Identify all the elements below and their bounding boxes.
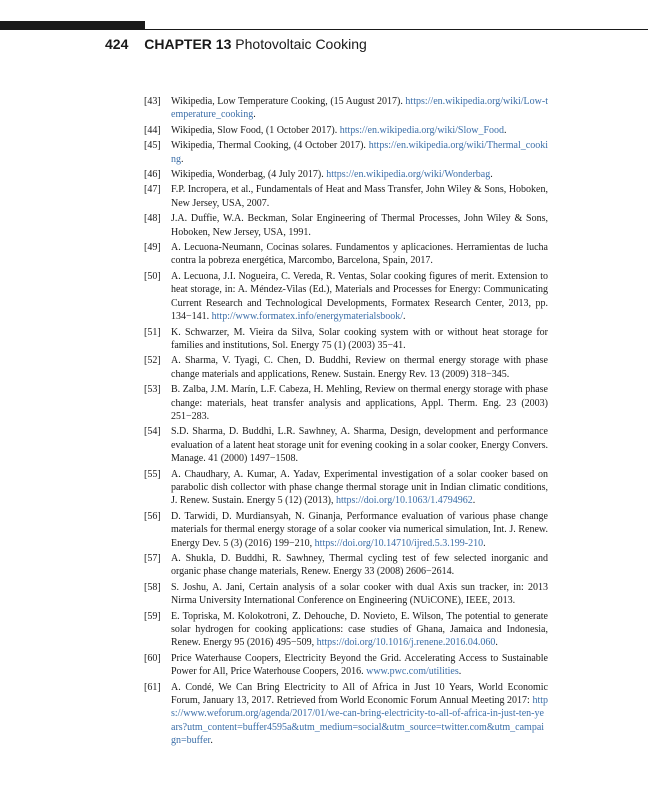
reference-citation: J.A. Duffie, W.A. Beckman, Solar Engineering of Thermal Processes, John Wiley & Sons, Hoboken, New Jersey, USA, 1991. [171,213,548,238]
reference-number: [51] [144,326,161,338]
reference-text [171,270,548,324]
reference-item [144,552,548,579]
reference-punctuation: . [402,311,406,323]
reference-link[interactable]: https://www.weforum.org/agenda/2017/01/we-can-bring-electricity-to-all-of-africa-in-just-ten-years?utm_content=buffer4595a&utm_medium=social&utm_source=twitter.com&utm_campaign=buffer [171,695,548,747]
reference-text [171,510,548,550]
reference-number: [61] [144,681,161,693]
reference-item [144,425,548,465]
reference-citation: Wikipedia, Slow Food, (1 October 2017). [171,124,340,136]
reference-citation: A. Condé, We Can Bring Electricity to All of Africa in Just 10 Years, World Economic Forum, January 13, 2017. Retrieved from World Economic Forum Annual Meeting 2017: [171,681,548,707]
running-head [105,36,367,52]
reference-number: [55] [144,468,161,480]
reference-citation: A. Shukla, D. Buddhi, R. Sawhney, Thermal cycling test of few selected inorganic and organic phase change materials, Renew. Energy 33 (2008) 2606−2614. [171,553,548,578]
reference-link[interactable]: http://www.formatex.info/energymaterialsbook/ [211,311,403,323]
reference-text [171,124,548,137]
reference-item [144,168,548,181]
reference-citation: A. Lecuona, J.I. Nogueira, C. Vereda, R. Ventas, Solar cooking figures of merit. Extension to heat storage, in: A. Méndez-Vilas (Ed.), Materials and Processes for Energy: Communicating Current Research and Technological Developments, Formatex Research Center, 2013, pp. 134−141. [171,270,548,323]
reference-citation: S. Joshu, A. Jani, Certain analysis of a solar cooker with dual Axis sun tracker, in: 2013 Nirma University International Conference on Engineering (NUiCONE), IEEE, 2013. [171,581,548,607]
reference-number: [47] [144,184,161,196]
reference-punctuation: . [483,537,486,549]
reference-number: [54] [144,426,161,438]
reference-link[interactable]: https://en.wikipedia.org/wiki/Thermal_cooking [171,140,548,165]
reference-citation: A. Chaudhary, A. Kumar, A. Yadav, Experimental investigation of a solar cooker based on parabolic dish collector with phase change thermal storage unit in Indian climatic conditions, J. Renew. Sustain. Energy 5 (12) (2013), [171,468,548,507]
chapter-title: Photovoltaic Cooking [235,36,367,52]
reference-text [171,326,548,353]
reference-number: [58] [144,581,161,593]
reference-item [144,183,548,210]
reference-text [171,681,548,748]
reference-text [171,95,548,122]
reference-text [171,139,548,166]
reference-number: [56] [144,510,161,522]
reference-item [144,510,548,550]
reference-item [144,581,548,608]
reference-citation: F.P. Incropera, et al., Fundamentals of Heat and Mass Transfer, John Wiley & Sons, Hoboken, New Jersey, USA, 2007. [171,184,548,209]
reference-citation: A. Lecuona-Neumann, Cocinas solares. Fundamentos y aplicaciones. Herramientas de lucha contra la pobreza energética, Marcombo, Barcelona, Spain, 2017. [171,242,548,267]
reference-item [144,241,548,268]
reference-link[interactable]: www.pwc.com/utilities [366,666,459,678]
reference-item [144,383,548,423]
reference-number: [49] [144,242,161,254]
reference-text [171,168,548,181]
reference-citation: Wikipedia, Low Temperature Cooking, (15 August 2017). [171,96,406,107]
reference-citation: Wikipedia, Wonderbag, (4 July 2017). [171,169,327,181]
reference-number: [46] [144,169,161,181]
reference-punctuation: . [210,735,213,747]
reference-number: [50] [144,270,161,282]
reference-punctuation: . [458,666,462,678]
reference-punctuation: . [504,124,507,136]
reference-citation: A. Sharma, V. Tyagi, C. Chen, D. Buddhi, Review on thermal energy storage with phase change materials and applications, Renew. Sustain. Energy Rev. 13 (2009) 318−345. [171,355,548,380]
chapter-label: CHAPTER 13 [144,36,232,52]
reference-punctuation: . [472,495,476,507]
reference-punctuation: . [181,153,184,165]
reference-link[interactable]: https://en.wikipedia.org/wiki/Wonderbag [326,169,491,181]
reference-text [171,241,548,268]
reference-text [171,354,548,381]
reference-text [171,468,548,508]
reference-item [144,326,548,353]
reference-item [144,468,548,508]
reference-link[interactable]: https://doi.org/10.14710/ijred.5.3.199-210 [314,537,484,549]
reference-link[interactable]: https://doi.org/10.1016/j.renene.2016.04.060 [316,637,496,649]
reference-item [144,270,548,324]
reference-text [171,652,548,679]
reference-number: [59] [144,610,161,622]
reference-citation: S.D. Sharma, D. Buddhi, L.R. Sawhney, A. Sharma, Design, development and performance evaluation of a latent heat storage unit for evening cooking in a solar cooker, Energy Convers. Manage. 41 (2000) 1497−1508. [171,426,548,465]
reference-citation: E. Topriska, M. Kolokotroni, Z. Dehouche, D. Novieto, E. Wilson, The potential to generate solar hydrogen for cooking applications: case studies of Ghana, Jamaica and Indonesia, Renew. Energy 95 (2016) 495−509, [171,610,548,649]
reference-number: [45] [144,140,161,152]
reference-item [144,354,548,381]
reference-text [171,183,548,210]
reference-number: [60] [144,652,161,664]
reference-text [171,425,548,465]
reference-punctuation: . [495,637,498,649]
reference-link[interactable]: https://doi.org/10.1063/1.4794962 [335,495,473,507]
page-number: 424 [105,36,129,52]
reference-text [171,552,548,579]
header-bar [0,21,145,30]
reference-text [171,383,548,423]
reference-list [144,95,548,750]
reference-citation: B. Zalba, J.M. Marín, L.F. Cabeza, H. Mehling, Review on thermal energy storage with phase change: materials, heat transfer analysis and applications, Appl. Therm. Eng. 23 (2003) 251−283. [171,384,548,422]
reference-item [144,212,548,239]
reference-item [144,681,548,748]
reference-text [171,581,548,608]
reference-item [144,95,548,122]
reference-citation: D. Tarwidi, D. Murdiansyah, N. Ginanja, Performance evaluation of various phase change materials for thermal energy storage of a solar cooker via numerical simulation, Int. J. Renew. Energy Dev. 5 (3) (2016) 199−210, [171,510,548,549]
reference-number: [53] [144,384,161,396]
reference-citation: K. Schwarzer, M. Vieira da Silva, Solar cooking system with or without heat storage for families and institutions, Sol. Energy 75 (1) (2003) 35−41. [171,326,548,351]
reference-text [171,610,548,650]
reference-item [144,652,548,679]
reference-punctuation: . [490,169,493,181]
reference-punctuation: . [253,109,256,121]
reference-link[interactable]: https://en.wikipedia.org/wiki/Low-temperature_cooking [171,96,548,121]
reference-item [144,610,548,650]
reference-link[interactable]: https://en.wikipedia.org/wiki/Slow_Food [339,124,505,136]
reference-number: [57] [144,553,161,564]
reference-item [144,124,548,137]
reference-text [171,212,548,239]
reference-number: [48] [144,213,161,225]
header-rule [145,29,648,30]
reference-number: [52] [144,355,161,367]
reference-citation: Wikipedia, Thermal Cooking, (4 October 2017). [171,140,369,152]
reference-item [144,139,548,166]
reference-number: [44] [144,124,161,136]
reference-number: [43] [144,96,161,107]
reference-citation: Price Waterhause Coopers, Electricity Beyond the Grid. Accelerating Access to Sustainable Power for All, Price Waterhouse Coopers, 2016. [171,652,548,678]
